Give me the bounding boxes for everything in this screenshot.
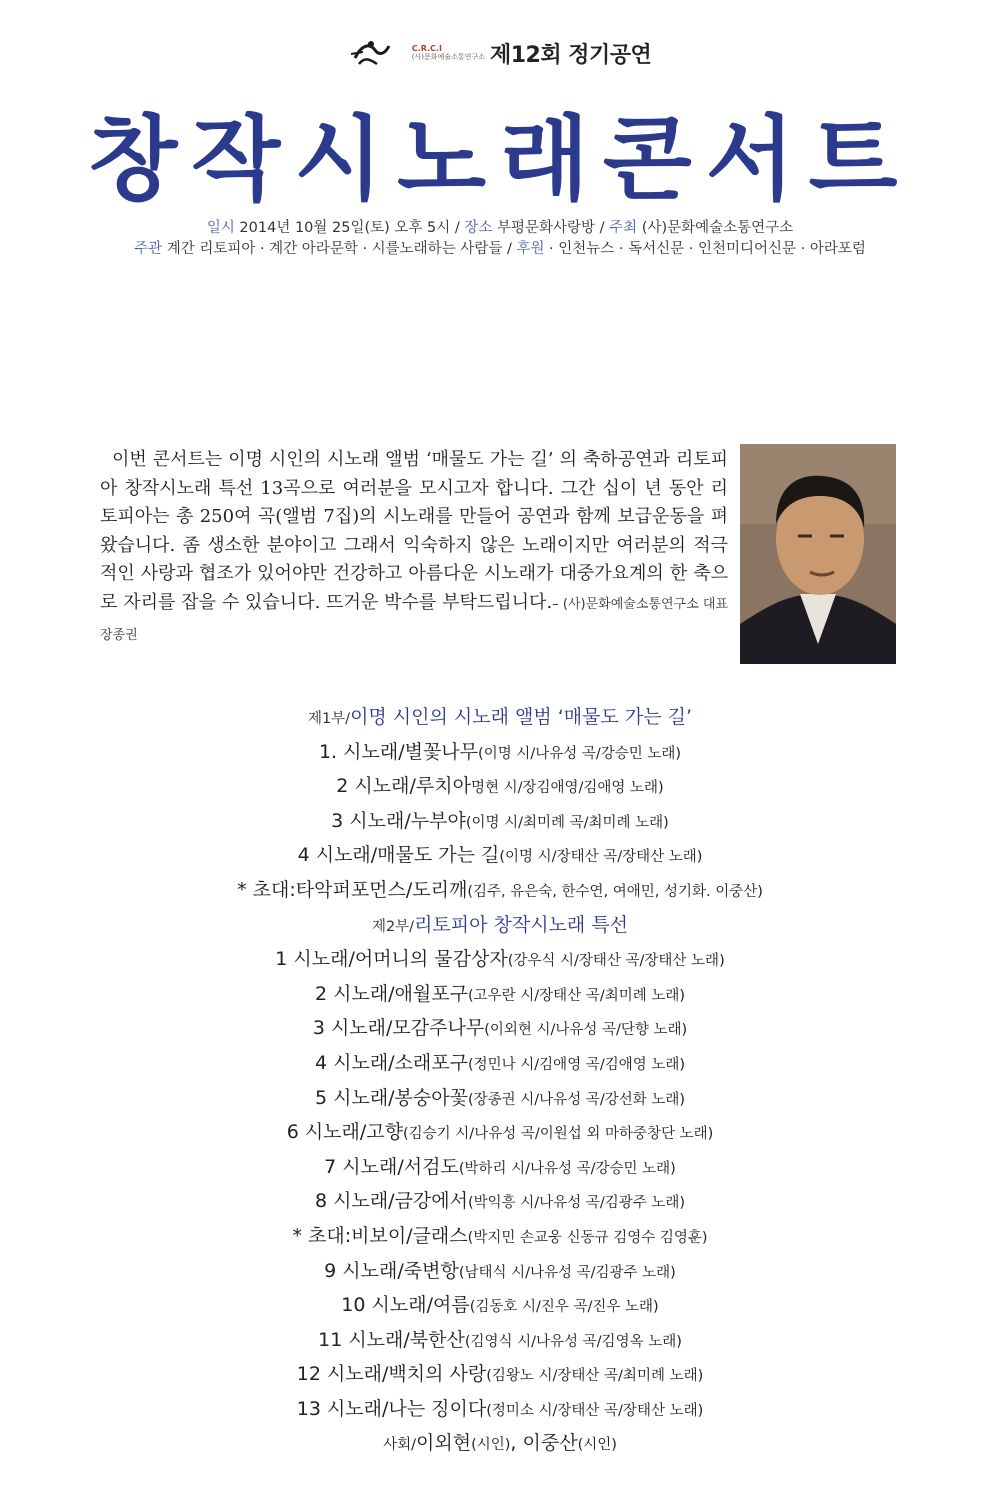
logo-subtext: (사)문화예술소통연구소 [411,53,485,61]
organization-logo-icon [349,36,401,70]
mc-separator: , [510,1432,523,1455]
venue-label: 장소 [464,220,493,236]
list-item: 9 시노래/죽변항(남태식 시/나유성 곡/김광주 노래) [324,1259,676,1282]
part2-heading [0,908,1000,943]
host-value: (사)문화예술소통연구소 [637,220,794,236]
date-label: 일시 [206,220,235,236]
logo-wordmark [412,45,485,61]
intro-text: 이번 콘서트는 이명 시인의 시노래 앨범 ‘매물도 가는 길’ 의 축하공연과 리토피아 창작시노래 특선 13곡으로 여러분을 모시고자 합니다. 그간 십이 년 동안 리토피아는 총 250여 곡(앨범 7집)의 시노래를 만들어 공연과 함께 보급운동을 펴왔습니다. 좀 생소한 분야이고 그래서 익숙하지 않은 노래이지만 여러분의 적극적인 사랑과 협조가 있어야만 건강하고 아름다운 시노래가 대중가요계의 한 축으로 자리를 잡을 수 있습니다. 뜨거운 박수를 부탁드립니다. [100,449,728,613]
organizer-value: 계간 리토피아 · 계간 아라문학 · 시를노래하는 사람들 / [162,241,517,257]
intro-signature: – (사)문화예술소통연구소 대표 장종권 [100,596,728,643]
event-info-line-2 [0,237,1000,258]
part1-heading [0,700,1000,735]
concert-title: 창작시노래콘서트 [88,106,912,213]
list-item: 1. 시노래/별꽃나무(이명 시/나유성 곡/강승민 노래) [318,740,682,763]
header [0,36,1000,70]
list-item: * 초대:비보이/글래스(박지민 손교웅 신동규 김영수 김영훈) [292,1224,708,1247]
part2-title: 리토피아 창작시노래 특선 [414,913,629,936]
list-item: 2 시노래/애월포구(고우란 시/장태산 곡/최미례 노래) [314,982,686,1005]
edition-title: 제12회 정기공연 [489,42,652,68]
mc-name-2: 이중산 [522,1432,578,1455]
list-item: 7 시노래/서검도(박하리 시/나유성 곡/강승민 노래) [324,1155,676,1178]
mc-role-2: (시인) [577,1437,617,1454]
list-item: 5 시노래/봉숭아꽃(장종권 시/나유성 곡/강선화 노래) [314,1086,686,1109]
program-list [0,700,1000,1461]
host-label: 주최 [609,220,638,236]
part1-label: 제1부/ [307,711,351,727]
list-item: 1 시노래/어머니의 물감상자(강우식 시/장태산 곡/장태산 노래) [275,948,725,971]
list-item: 6 시노래/고향(김승기 시/나유성 곡/이원섭 외 마하중창단 노래) [286,1121,714,1144]
list-item: 4 시노래/소래포구(정민나 시/김애영 곡/김애영 노래) [314,1051,686,1074]
venue-value: 부평문화사랑방 / [492,220,610,236]
event-info-line-1 [0,216,1000,237]
part2-label: 제2부/ [371,918,415,935]
organizer-label: 주관 [134,241,163,257]
mc-role-1: (시인) [471,1437,511,1454]
date-value: 2014년 10월 25일(토) 오후 5시 / [234,220,465,236]
list-item: * 초대:타악퍼포먼스/도리깨(김주, 유은숙, 한수연, 여애민, 성기화. 이중산) [237,878,763,901]
list-item: 3 시노래/누부야(이명 시/최미례 곡/최미례 노래) [331,809,669,832]
portrait-image [740,444,896,664]
mc-label: 사회/ [383,1437,417,1454]
list-item: 8 시노래/금강에서(박익흥 시/나유성 곡/김광주 노래) [314,1190,686,1213]
part1-title: 이명 시인의 시노래 앨범 ‘매물도 가는 길’ [350,706,693,728]
sponsor-label: 후원 [516,241,545,257]
list-item: 13 시노래/나는 징이다(정미소 시/장태산 곡/장태산 노래) [296,1397,704,1420]
intro-paragraph [100,446,728,650]
list-item: 2 시노래/루치아명현 시/장김애영/김애영 노래) [336,775,664,798]
mc-line [0,1426,1000,1461]
list-item: 4 시노래/매물도 가는 길(이명 시/장태산 곡/장태산 노래) [297,844,703,867]
list-item: 11 시노래/북한산(김영식 시/나유성 곡/김영옥 노래) [318,1328,682,1351]
list-item: 10 시노래/여름(김동호 시/진우 곡/진우 노래) [341,1294,659,1317]
list-item: 3 시노래/모감주나무(이외현 시/나유성 곡/단향 노래) [312,1017,688,1040]
sponsor-value: · 인천뉴스 · 독서신문 · 인천미디어신문 · 아라포럼 [544,241,866,257]
mc-name-1: 이외현 [416,1432,472,1455]
representative-photo [740,444,896,664]
logo-text: C.R.C.I [411,44,442,53]
list-item: 12 시노래/백치의 사랑(김왕노 시/장태산 곡/최미례 노래) [296,1363,704,1386]
